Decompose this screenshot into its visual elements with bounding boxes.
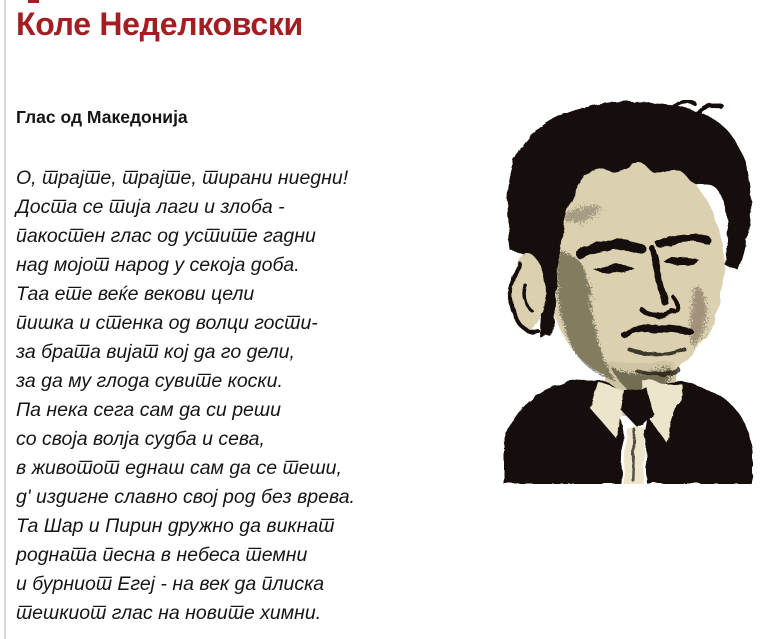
ear: [511, 254, 545, 332]
poem-line: тешкиот глас на новите химни.: [16, 602, 322, 624]
poem-line: д' издигне славно свој род без врева.: [16, 486, 355, 508]
poem-line: за да му глода сувите коски.: [16, 370, 283, 392]
poem-line: пишка и стенка од волци гости-: [16, 312, 318, 334]
poem-line: Та Шар и Пирин дружно да викнат: [16, 515, 335, 537]
portrait-image: [502, 100, 754, 484]
poem-title: Глас од Македонија: [16, 107, 188, 127]
poem-line: и бурниот Егеј - на век да плиска: [16, 573, 325, 595]
hair-strand: [674, 101, 694, 106]
poem-line: за брата вијат кој да го дели,: [16, 341, 295, 363]
poem-line: Доста се тија лаги и злоба -: [16, 196, 285, 218]
page-title: Коле Неделковски: [16, 6, 303, 42]
poem-text: [16, 164, 355, 628]
top-edge-red-artifact: [28, 0, 39, 3]
hair-strand: [698, 105, 722, 112]
poem-line: О, трајте, трајте, тирани ниедни!: [16, 167, 349, 189]
poem-line: со своја волја судба и сева,: [16, 428, 265, 450]
poem-line: Таа ете веќе векови цели: [16, 283, 255, 305]
portrait-drawing: [504, 101, 752, 484]
poem-line: родната песна в небеса темни: [16, 544, 308, 566]
tie-tail: [633, 430, 635, 480]
poem-line: Па нека сега сам да си реши: [16, 399, 281, 421]
poem-line: пакостен глас од устите гадни: [16, 225, 316, 247]
page-left-border: [4, 0, 6, 639]
poem-line: в животот еднаш сам да се теши,: [16, 457, 342, 479]
poem-line: над мојот народ у секоја доба.: [16, 254, 300, 276]
